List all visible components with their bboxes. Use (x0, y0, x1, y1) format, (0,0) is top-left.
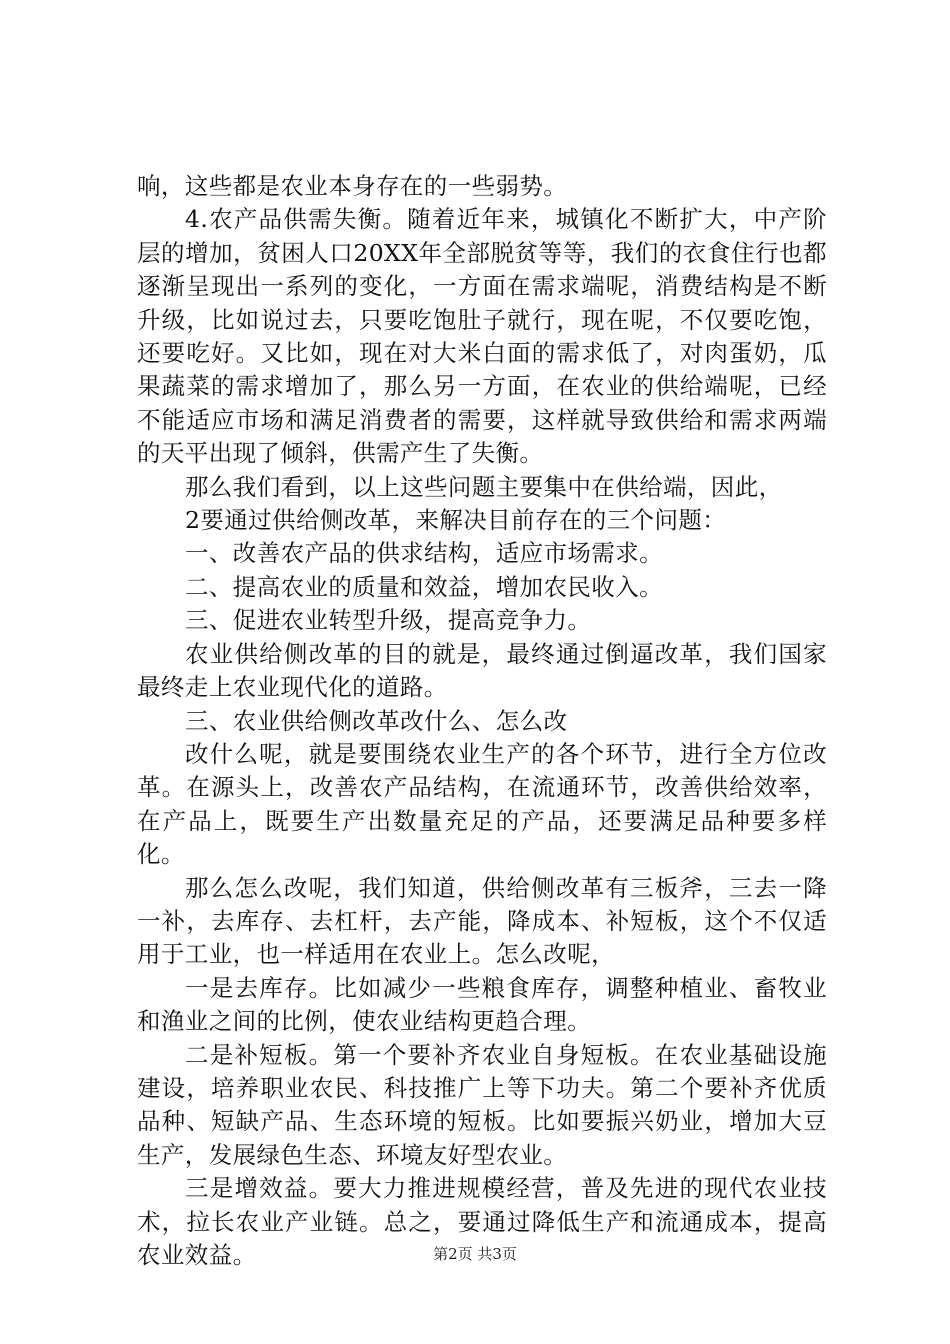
list-item: 一、改善农产品的供求结构，适应市场需求。 (185, 539, 663, 568)
paragraph: 那么我们看到，以上这些问题主要集中在供给端，因此， (185, 472, 783, 501)
page-footer (0, 1244, 950, 1264)
paragraph: 那么怎么改呢，我们知道，供给侧改革有三板斧，三去一降一补，去库存、去杠杆，去产能，降成本、补短板，这个不仅适用于工业，也一样适用在农业上。怎么改呢， (137, 873, 827, 969)
document-body (137, 170, 827, 1272)
section-heading: 三、农业供给侧改革改什么、怎么改 (185, 706, 568, 735)
paragraph: 三是增效益。要大力推进规模经营，普及先进的现代农业技术，拉长农业产业链。总之，要通过降低生产和流通成本，提高农业效益。 (137, 1174, 827, 1269)
paragraph: 农业供给侧改革的目的就是，最终通过倒逼改革，我们国家最终走上农业现代化的道路。 (137, 639, 827, 702)
paragraph: 响，这些都是农业本身存在的一些弱势。 (137, 172, 568, 200)
paragraph: 4.农产品供需失衡。随着近年来，城镇化不断扩大，中产阶层的增加，贫困人口20XX年全部脱贫等等，我们的衣食住行也都逐渐呈现出一系列的变化，一方面在需求端呢，消费结构是不断升级，比如说过去，只要吃饱肚子就行，现在呢，不仅要吃饱，还要吃好。又比如，现在对大米白面的需求低了，对肉蛋奶，瓜果蔬菜的需求增加了，那么另一方面，在农业的供给端呢，已经不能适应市场和满足消费者的需要，这样就导致供给和需求两端的天平出现了倾斜，供需产生了失衡。 (137, 205, 827, 468)
list-item: 二、提高农业的质量和效益，增加农民收入。 (185, 572, 663, 601)
page-number: 第2页 共3页 (433, 1245, 517, 1263)
paragraph: 二是补短板。第一个要补齐农业自身短板。在农业基础设施建设，培养职业农民、科技推广上等下功夫。第二个要补齐优质品种、短缺产品、生态环境的短板。比如要振兴奶业，增加大豆生产，发展绿色生态、环境友好型农业。 (137, 1040, 827, 1169)
list-item: 三、促进农业转型升级，提高竞争力。 (185, 606, 592, 635)
paragraph: 一是去库存。比如减少一些粮食库存，调整种植业、畜牧业和渔业之间的比例，使农业结构更趋合理。 (137, 973, 827, 1036)
paragraph: 改什么呢，就是要围绕农业生产的各个环节，进行全方位改革。在源头上，改善农产品结构，在流通环节，改善供给效率，在产品上，既要生产出数量充足的产品，还要满足品种要多样化。 (137, 739, 827, 869)
paragraph: 2要通过供给侧改革，来解决目前存在的三个问题： (185, 506, 727, 535)
